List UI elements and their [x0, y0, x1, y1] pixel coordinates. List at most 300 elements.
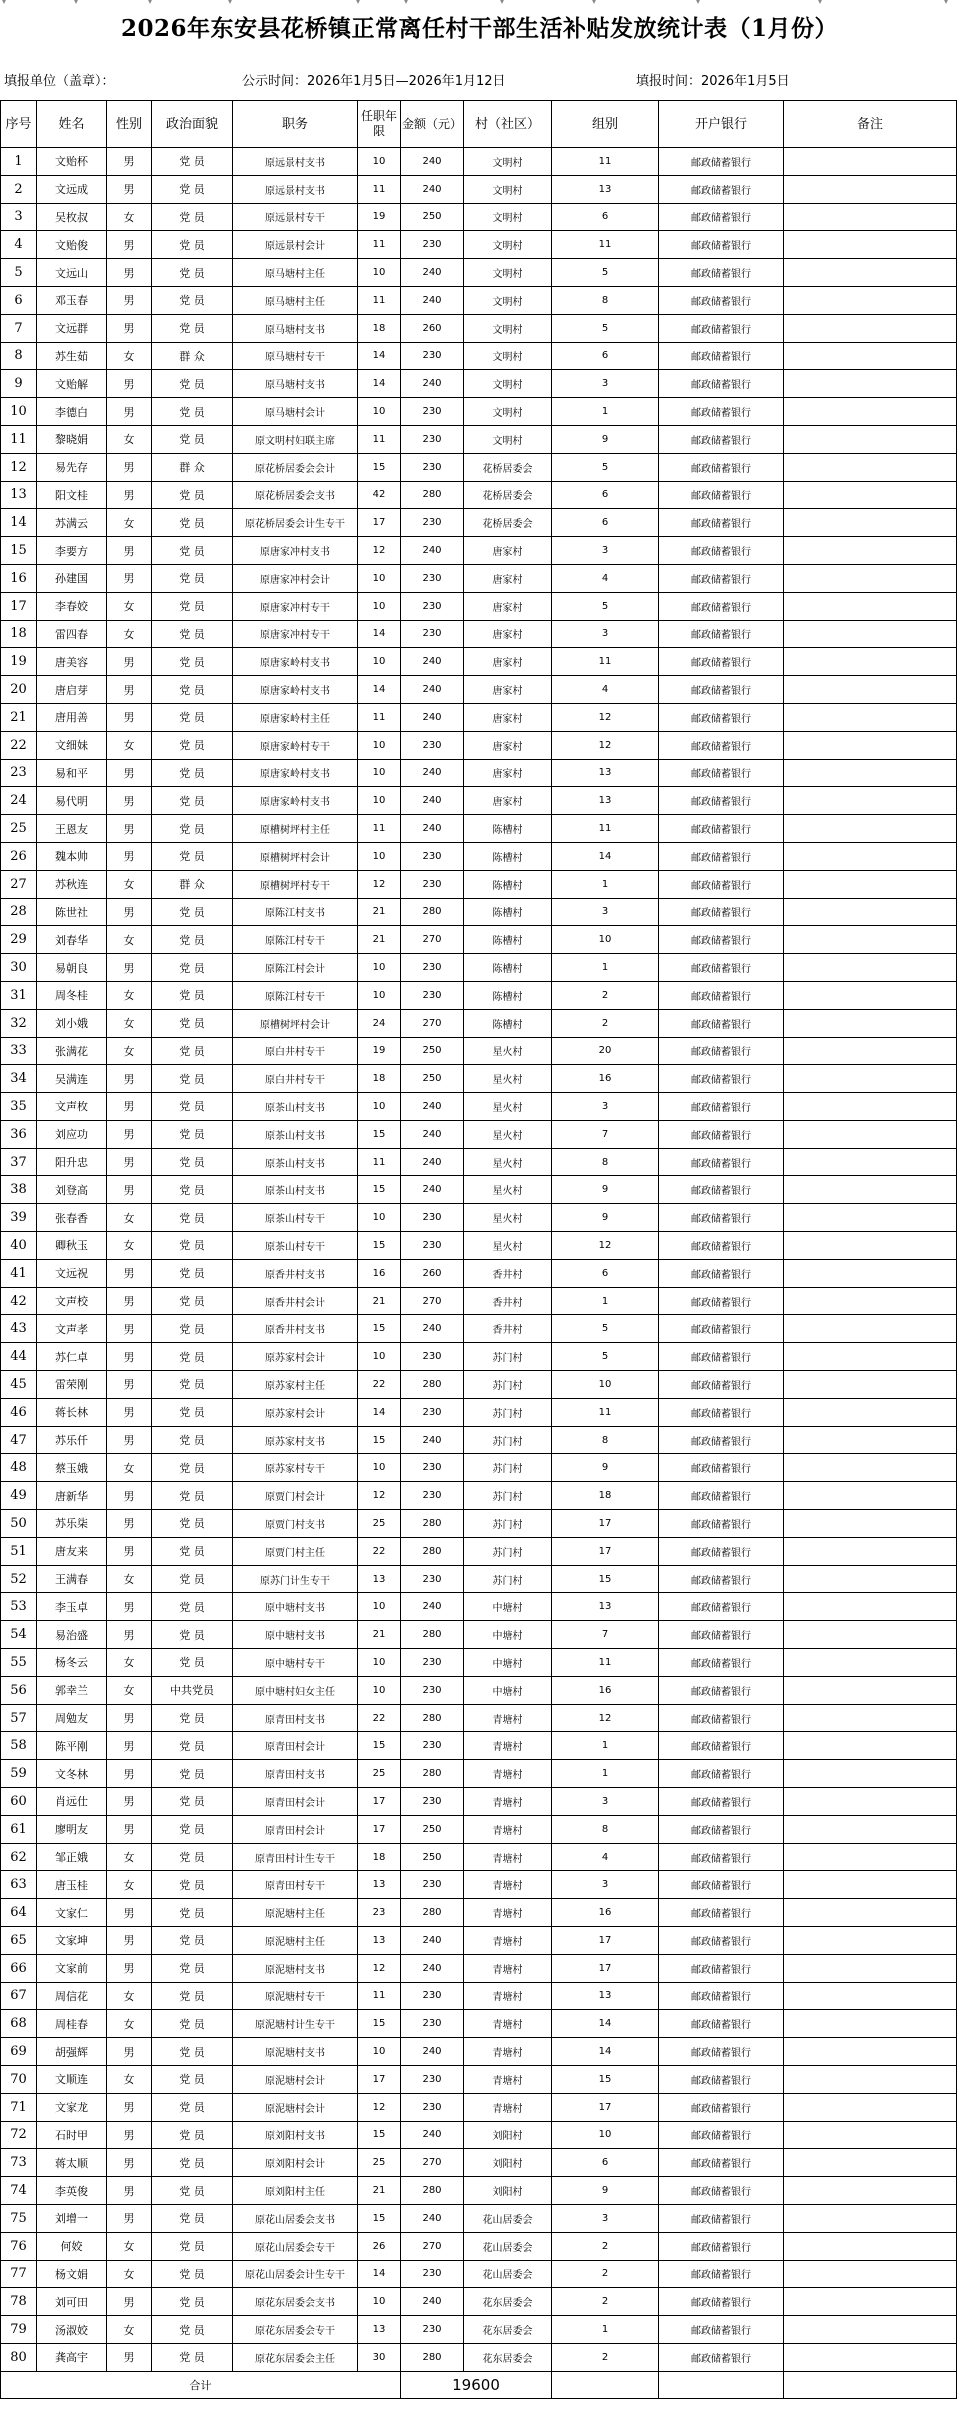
- amount-cell: 280: [401, 481, 464, 509]
- village-cell: 文明村: [464, 286, 552, 314]
- bank-cell: 邮政储蓄银行: [659, 787, 784, 815]
- bank-cell: 邮政储蓄银行: [659, 1982, 784, 2010]
- amount-cell: 270: [401, 2149, 464, 2177]
- row-index-cell: 10: [1, 398, 37, 426]
- col-header-sex: 性别: [107, 101, 152, 148]
- remark-cell: [784, 1287, 957, 1315]
- political-status-cell: 党 员: [152, 1482, 233, 1510]
- tenure-years-cell: 12: [358, 1482, 401, 1510]
- sex-cell: 男: [107, 2288, 152, 2316]
- bank-cell: 邮政储蓄银行: [659, 981, 784, 1009]
- filter-arrow-icon[interactable]: ▾: [592, 0, 597, 6]
- amount-cell: 260: [401, 314, 464, 342]
- political-status-cell: 党 员: [152, 2121, 233, 2149]
- amount-cell: 230: [401, 564, 464, 592]
- person-name-cell: 邹正娥: [37, 1843, 107, 1871]
- person-name-cell: 吴满连: [37, 1065, 107, 1093]
- person-name-cell: 胡强辉: [37, 2038, 107, 2066]
- person-name-cell: 文家仁: [37, 1899, 107, 1927]
- village-cell: 中塘村: [464, 1649, 552, 1677]
- sex-cell: 女: [107, 203, 152, 231]
- row-index-cell: 72: [1, 2121, 37, 2149]
- political-status-cell: 党 员: [152, 1788, 233, 1816]
- bank-cell: 邮政储蓄银行: [659, 2343, 784, 2371]
- sex-cell: 男: [107, 1259, 152, 1287]
- position-cell: 原远景村专干: [233, 203, 358, 231]
- remark-cell: [784, 1343, 957, 1371]
- filter-arrow-icon[interactable]: ▾: [148, 0, 153, 6]
- table-row: [1, 2316, 957, 2344]
- tenure-years-cell: 11: [358, 425, 401, 453]
- village-cell: 苏门村: [464, 1510, 552, 1538]
- political-status-cell: 党 员: [152, 1621, 233, 1649]
- political-status-cell: 党 员: [152, 981, 233, 1009]
- village-cell: 中塘村: [464, 1621, 552, 1649]
- table-row: [1, 1621, 957, 1649]
- tenure-years-cell: 14: [358, 370, 401, 398]
- political-status-cell: 党 员: [152, 676, 233, 704]
- row-index-cell: 40: [1, 1232, 37, 1260]
- remark-cell: [784, 314, 957, 342]
- bank-cell: 邮政储蓄银行: [659, 1454, 784, 1482]
- remark-cell: [784, 1788, 957, 1816]
- bank-cell: 邮政储蓄银行: [659, 1954, 784, 1982]
- table-row: [1, 1565, 957, 1593]
- political-status-cell: 党 员: [152, 203, 233, 231]
- table-row: [1, 787, 957, 815]
- position-cell: 原唐家岭村支书: [233, 787, 358, 815]
- filter-arrow-icon[interactable]: ▾: [356, 0, 361, 6]
- tenure-years-cell: 18: [358, 1843, 401, 1871]
- sex-cell: 女: [107, 1871, 152, 1899]
- village-cell: 中塘村: [464, 1676, 552, 1704]
- village-cell: 苏门村: [464, 1426, 552, 1454]
- political-status-cell: 党 员: [152, 1176, 233, 1204]
- position-cell: 原苏家村会计: [233, 1398, 358, 1426]
- political-status-cell: 党 员: [152, 286, 233, 314]
- col-header-village: 村（社区）: [464, 101, 552, 148]
- amount-cell: 240: [401, 759, 464, 787]
- remark-cell: [784, 2065, 957, 2093]
- person-name-cell: 刘可田: [37, 2288, 107, 2316]
- remark-cell: [784, 2038, 957, 2066]
- group-number-cell: 10: [552, 1371, 659, 1399]
- filter-arrow-icon[interactable]: ▾: [74, 0, 79, 6]
- row-index-cell: 27: [1, 870, 37, 898]
- bank-cell: 邮政储蓄银行: [659, 1398, 784, 1426]
- sex-cell: 男: [107, 1148, 152, 1176]
- tenure-years-cell: 21: [358, 898, 401, 926]
- political-status-cell: 党 员: [152, 398, 233, 426]
- political-status-cell: 党 员: [152, 1426, 233, 1454]
- person-name-cell: 陈世社: [37, 898, 107, 926]
- row-index-cell: 6: [1, 286, 37, 314]
- amount-cell: 230: [401, 2010, 464, 2038]
- table-row: [1, 1093, 957, 1121]
- person-name-cell: 蔡玉娥: [37, 1454, 107, 1482]
- position-cell: 原远景村支书: [233, 148, 358, 176]
- remark-cell: [784, 1093, 957, 1121]
- remark-cell: [784, 1760, 957, 1788]
- remark-cell: [784, 1148, 957, 1176]
- remark-cell: [784, 870, 957, 898]
- position-cell: 原青田村会计: [233, 1788, 358, 1816]
- group-number-cell: 4: [552, 676, 659, 704]
- row-index-cell: 26: [1, 842, 37, 870]
- village-cell: 花桥居委会: [464, 481, 552, 509]
- sex-cell: 男: [107, 1732, 152, 1760]
- remark-cell: [784, 1565, 957, 1593]
- amount-cell: 230: [401, 2065, 464, 2093]
- political-status-cell: 党 员: [152, 259, 233, 287]
- village-cell: 青塘村: [464, 1815, 552, 1843]
- position-cell: 原茶山村专干: [233, 1232, 358, 1260]
- amount-cell: 230: [401, 398, 464, 426]
- position-cell: 原花东居委会专干: [233, 2316, 358, 2344]
- bank-cell: 邮政储蓄银行: [659, 1176, 784, 1204]
- person-name-cell: 蒋太顺: [37, 2149, 107, 2177]
- village-cell: 苏门村: [464, 1482, 552, 1510]
- sex-cell: 女: [107, 1565, 152, 1593]
- sex-cell: 女: [107, 425, 152, 453]
- village-cell: 青塘村: [464, 2093, 552, 2121]
- remark-cell: [784, 1315, 957, 1343]
- village-cell: 青塘村: [464, 1704, 552, 1732]
- amount-cell: 240: [401, 148, 464, 176]
- col-header-political: 政治面貌: [152, 101, 233, 148]
- amount-cell: 230: [401, 1676, 464, 1704]
- tenure-years-cell: 15: [358, 2204, 401, 2232]
- tenure-years-cell: 25: [358, 1760, 401, 1788]
- group-number-cell: 10: [552, 2121, 659, 2149]
- group-number-cell: 6: [552, 509, 659, 537]
- remark-cell: [784, 703, 957, 731]
- village-cell: 花东居委会: [464, 2316, 552, 2344]
- bank-cell: 邮政储蓄银行: [659, 1593, 784, 1621]
- group-number-cell: 3: [552, 1093, 659, 1121]
- table-row: [1, 1788, 957, 1816]
- tenure-years-cell: 10: [358, 148, 401, 176]
- remark-cell: [784, 286, 957, 314]
- political-status-cell: 党 员: [152, 2010, 233, 2038]
- remark-cell: [784, 2010, 957, 2038]
- amount-cell: 230: [401, 954, 464, 982]
- amount-cell: 250: [401, 1065, 464, 1093]
- filter-arrow-icon[interactable]: ▾: [228, 0, 233, 6]
- table-row: [1, 286, 957, 314]
- tenure-years-cell: 18: [358, 314, 401, 342]
- position-cell: 原唐家岭村支书: [233, 676, 358, 704]
- position-cell: 原中塘村支书: [233, 1621, 358, 1649]
- total-cell: [552, 2371, 659, 2398]
- group-number-cell: 7: [552, 1621, 659, 1649]
- political-status-cell: 党 员: [152, 314, 233, 342]
- bank-cell: 邮政储蓄银行: [659, 231, 784, 259]
- group-number-cell: 13: [552, 175, 659, 203]
- sex-cell: 男: [107, 787, 152, 815]
- sex-cell: 女: [107, 981, 152, 1009]
- group-number-cell: 8: [552, 286, 659, 314]
- tenure-years-cell: 22: [358, 1371, 401, 1399]
- table-row: [1, 537, 957, 565]
- village-cell: 花山居委会: [464, 2204, 552, 2232]
- table-row: [1, 1232, 957, 1260]
- political-status-cell: 党 员: [152, 481, 233, 509]
- sex-cell: 男: [107, 2177, 152, 2205]
- person-name-cell: 唐玉桂: [37, 1871, 107, 1899]
- row-index-cell: 36: [1, 1120, 37, 1148]
- position-cell: 原茶山村支书: [233, 1120, 358, 1148]
- table-row: [1, 1482, 957, 1510]
- position-cell: 原唐家岭村主任: [233, 703, 358, 731]
- amount-cell: 230: [401, 1982, 464, 2010]
- row-index-cell: 59: [1, 1760, 37, 1788]
- filter-arrow-icon[interactable]: ▾: [404, 0, 409, 6]
- amount-cell: 230: [401, 2316, 464, 2344]
- remark-cell: [784, 954, 957, 982]
- row-index-cell: 63: [1, 1871, 37, 1899]
- village-cell: 文明村: [464, 259, 552, 287]
- person-name-cell: 张满花: [37, 1037, 107, 1065]
- bank-cell: 邮政储蓄银行: [659, 1565, 784, 1593]
- person-name-cell: 刘小娥: [37, 1009, 107, 1037]
- village-cell: 文明村: [464, 203, 552, 231]
- filter-arrow-icon[interactable]: ▾: [696, 0, 701, 6]
- sex-cell: 女: [107, 1843, 152, 1871]
- amount-cell: 230: [401, 1454, 464, 1482]
- person-name-cell: 周冬桂: [37, 981, 107, 1009]
- group-number-cell: 1: [552, 954, 659, 982]
- position-cell: 原苏家村会计: [233, 1343, 358, 1371]
- table-row: [1, 564, 957, 592]
- table-row: [1, 203, 957, 231]
- amount-cell: 230: [401, 509, 464, 537]
- person-name-cell: 郭幸兰: [37, 1676, 107, 1704]
- position-cell: 原花桥居委会支书: [233, 481, 358, 509]
- sex-cell: 男: [107, 954, 152, 982]
- group-number-cell: 2: [552, 2232, 659, 2260]
- row-index-cell: 22: [1, 731, 37, 759]
- table-row: [1, 620, 957, 648]
- political-status-cell: 党 员: [152, 1009, 233, 1037]
- row-index-cell: 13: [1, 481, 37, 509]
- person-name-cell: 李春姣: [37, 592, 107, 620]
- political-status-cell: 党 员: [152, 1565, 233, 1593]
- sex-cell: 男: [107, 842, 152, 870]
- sex-cell: 男: [107, 1065, 152, 1093]
- amount-cell: 230: [401, 1871, 464, 1899]
- political-status-cell: 党 员: [152, 620, 233, 648]
- group-number-cell: 15: [552, 2065, 659, 2093]
- amount-cell: 280: [401, 1537, 464, 1565]
- row-index-cell: 68: [1, 2010, 37, 2038]
- position-cell: 原青田村会计: [233, 1732, 358, 1760]
- political-status-cell: 党 员: [152, 842, 233, 870]
- group-number-cell: 16: [552, 1676, 659, 1704]
- sex-cell: 男: [107, 1176, 152, 1204]
- row-index-cell: 25: [1, 815, 37, 843]
- village-cell: 青塘村: [464, 2065, 552, 2093]
- group-number-cell: 5: [552, 1343, 659, 1371]
- group-number-cell: 3: [552, 620, 659, 648]
- table-row: [1, 592, 957, 620]
- amount-cell: 280: [401, 1621, 464, 1649]
- tenure-years-cell: 15: [358, 1732, 401, 1760]
- filter-arrow-icon[interactable]: ▾: [500, 0, 505, 6]
- group-number-cell: 6: [552, 203, 659, 231]
- bank-cell: 邮政储蓄银行: [659, 815, 784, 843]
- filter-arrow-icon[interactable]: ▾: [818, 0, 823, 6]
- village-cell: 陈槽村: [464, 870, 552, 898]
- bank-cell: 邮政储蓄银行: [659, 731, 784, 759]
- tenure-years-cell: 11: [358, 703, 401, 731]
- tenure-years-cell: 11: [358, 1148, 401, 1176]
- group-number-cell: 17: [552, 1510, 659, 1538]
- sex-cell: 男: [107, 2204, 152, 2232]
- tenure-years-cell: 10: [358, 1454, 401, 1482]
- political-status-cell: 群 众: [152, 342, 233, 370]
- bank-cell: 邮政储蓄银行: [659, 1704, 784, 1732]
- filter-arrow-icon[interactable]: ▾: [944, 0, 949, 6]
- tenure-years-cell: 10: [358, 564, 401, 592]
- sex-cell: 男: [107, 1371, 152, 1399]
- bank-cell: 邮政储蓄银行: [659, 926, 784, 954]
- table-row: [1, 759, 957, 787]
- group-number-cell: 11: [552, 1398, 659, 1426]
- remark-cell: [784, 815, 957, 843]
- sex-cell: 男: [107, 1426, 152, 1454]
- political-status-cell: 党 员: [152, 1371, 233, 1399]
- bank-cell: 邮政储蓄银行: [659, 1426, 784, 1454]
- table-row: [1, 2038, 957, 2066]
- row-index-cell: 79: [1, 2316, 37, 2344]
- position-cell: 原香井村支书: [233, 1315, 358, 1343]
- bank-cell: 邮政储蓄银行: [659, 1760, 784, 1788]
- political-status-cell: 党 员: [152, 1259, 233, 1287]
- person-name-cell: 陈平刚: [37, 1732, 107, 1760]
- sex-cell: 男: [107, 1760, 152, 1788]
- village-cell: 文明村: [464, 148, 552, 176]
- table-row: [1, 815, 957, 843]
- position-cell: 原苏门计生专干: [233, 1565, 358, 1593]
- person-name-cell: 文冬林: [37, 1760, 107, 1788]
- person-name-cell: 李玉卓: [37, 1593, 107, 1621]
- position-cell: 原陈江村专干: [233, 981, 358, 1009]
- table-row: [1, 1120, 957, 1148]
- row-index-cell: 3: [1, 203, 37, 231]
- village-cell: 星火村: [464, 1093, 552, 1121]
- person-name-cell: 刘登高: [37, 1176, 107, 1204]
- political-status-cell: 党 员: [152, 759, 233, 787]
- political-status-cell: 党 员: [152, 564, 233, 592]
- position-cell: 原槽树坪村专干: [233, 870, 358, 898]
- remark-cell: [784, 759, 957, 787]
- bank-cell: 邮政储蓄银行: [659, 898, 784, 926]
- row-index-cell: 58: [1, 1732, 37, 1760]
- tenure-years-cell: 21: [358, 1621, 401, 1649]
- person-name-cell: 刘春华: [37, 926, 107, 954]
- bank-cell: 邮政储蓄银行: [659, 453, 784, 481]
- bank-cell: 邮政储蓄银行: [659, 148, 784, 176]
- political-status-cell: 党 员: [152, 954, 233, 982]
- political-status-cell: 党 员: [152, 148, 233, 176]
- position-cell: 原刘阳村主任: [233, 2177, 358, 2205]
- village-cell: 唐家村: [464, 648, 552, 676]
- position-cell: 原槽树坪村会计: [233, 1009, 358, 1037]
- sex-cell: 男: [107, 1621, 152, 1649]
- amount-cell: 280: [401, 1371, 464, 1399]
- sex-cell: 女: [107, 1037, 152, 1065]
- sex-cell: 男: [107, 314, 152, 342]
- group-number-cell: 5: [552, 453, 659, 481]
- amount-cell: 240: [401, 1093, 464, 1121]
- row-index-cell: 74: [1, 2177, 37, 2205]
- tenure-years-cell: 10: [358, 2288, 401, 2316]
- position-cell: 原茶山村支书: [233, 1093, 358, 1121]
- remark-cell: [784, 259, 957, 287]
- remark-cell: [784, 898, 957, 926]
- bank-cell: 邮政储蓄银行: [659, 1871, 784, 1899]
- village-cell: 苏门村: [464, 1537, 552, 1565]
- remark-cell: [784, 1482, 957, 1510]
- tenure-years-cell: 15: [358, 1176, 401, 1204]
- tenure-years-cell: 42: [358, 481, 401, 509]
- political-status-cell: 党 员: [152, 1398, 233, 1426]
- amount-cell: 240: [401, 676, 464, 704]
- group-number-cell: 14: [552, 2038, 659, 2066]
- col-header-index: 序号: [1, 101, 37, 148]
- group-number-cell: 7: [552, 1120, 659, 1148]
- amount-cell: 230: [401, 1565, 464, 1593]
- political-status-cell: 党 员: [152, 1760, 233, 1788]
- tenure-years-cell: 14: [358, 676, 401, 704]
- filter-arrow-icon[interactable]: ▾: [2, 0, 7, 6]
- person-name-cell: 易代明: [37, 787, 107, 815]
- sex-cell: 男: [107, 1315, 152, 1343]
- sex-cell: 女: [107, 2316, 152, 2344]
- tenure-years-cell: 10: [358, 954, 401, 982]
- sex-cell: 女: [107, 2065, 152, 2093]
- position-cell: 原唐家冲村支书: [233, 537, 358, 565]
- bank-cell: 邮政储蓄银行: [659, 2177, 784, 2205]
- table-row: [1, 1510, 957, 1538]
- political-status-cell: 党 员: [152, 1927, 233, 1955]
- position-cell: 原泥塘村支书: [233, 1954, 358, 1982]
- group-number-cell: 18: [552, 1482, 659, 1510]
- tenure-years-cell: 21: [358, 926, 401, 954]
- village-cell: 文明村: [464, 398, 552, 426]
- position-cell: 原香井村支书: [233, 1259, 358, 1287]
- village-cell: 花东居委会: [464, 2288, 552, 2316]
- position-cell: 原青田村支书: [233, 1704, 358, 1732]
- sex-cell: 女: [107, 1204, 152, 1232]
- col-header-remark: 备注: [784, 101, 957, 148]
- amount-cell: 240: [401, 1315, 464, 1343]
- row-index-cell: 48: [1, 1454, 37, 1482]
- person-name-cell: 唐友来: [37, 1537, 107, 1565]
- position-cell: 原泥塘村计生专干: [233, 2010, 358, 2038]
- political-status-cell: 党 员: [152, 1093, 233, 1121]
- tenure-years-cell: 13: [358, 1871, 401, 1899]
- person-name-cell: 张春香: [37, 1204, 107, 1232]
- group-number-cell: 13: [552, 1982, 659, 2010]
- row-index-cell: 60: [1, 1788, 37, 1816]
- amount-cell: 250: [401, 203, 464, 231]
- remark-cell: [784, 1204, 957, 1232]
- row-index-cell: 29: [1, 926, 37, 954]
- political-status-cell: 党 员: [152, 2177, 233, 2205]
- row-index-cell: 18: [1, 620, 37, 648]
